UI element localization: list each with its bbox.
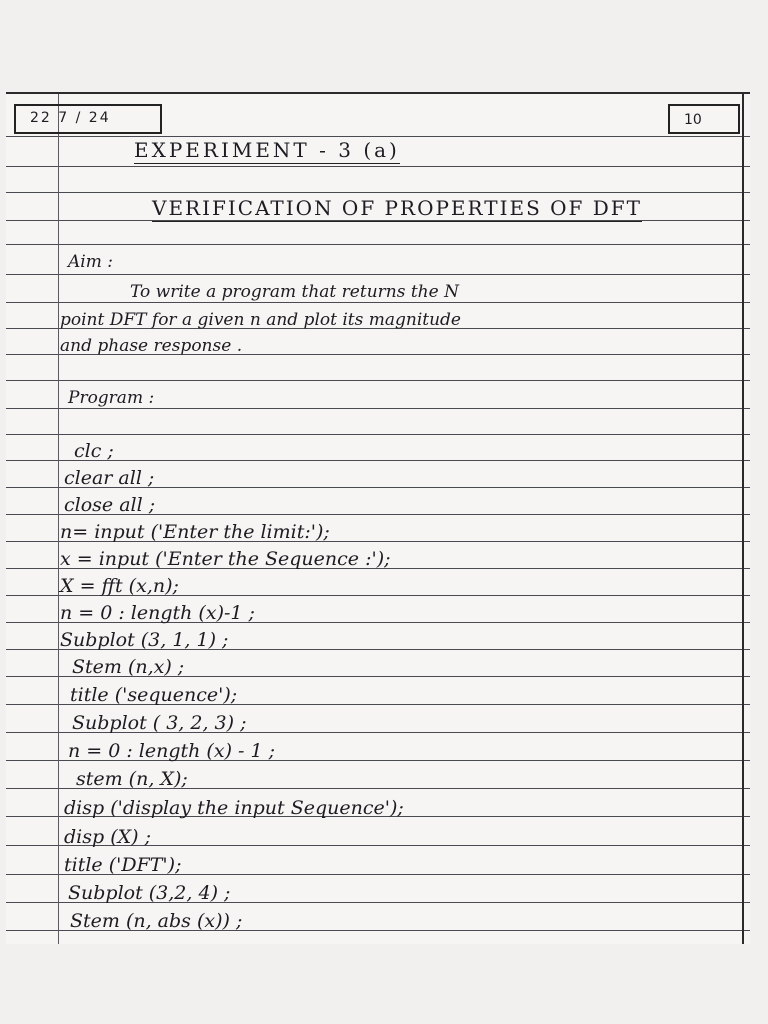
date-text: 22 7 / 24	[30, 110, 111, 126]
code-line: title ('DFT');	[64, 854, 182, 876]
code-line: disp (X) ;	[64, 826, 151, 848]
ruled-line	[6, 274, 750, 275]
ruled-line	[6, 460, 750, 461]
ruled-line	[6, 434, 750, 435]
aim-line: and phase response .	[60, 336, 243, 356]
code-line: Stem (n,x) ;	[72, 656, 185, 678]
code-line: stem (n, X);	[76, 768, 188, 790]
code-line: n = 0 : length (x) - 1 ;	[68, 740, 276, 762]
page-heading: VERIFICATION OF PROPERTIES OF DFT	[152, 196, 643, 220]
ruled-line	[6, 244, 750, 245]
code-line: Subplot ( 3, 2, 3) ;	[72, 712, 247, 734]
code-line: close all ;	[64, 494, 156, 516]
code-line: disp ('display the input Sequence');	[64, 797, 404, 819]
aim-line: To write a program that returns the N	[130, 282, 459, 302]
date-box	[14, 104, 162, 134]
page-number: 10	[684, 112, 702, 128]
code-line: Subplot (3,2, 4) ;	[68, 882, 231, 904]
code-line: n= input ('Enter the limit:');	[60, 521, 330, 543]
page-edge	[742, 94, 744, 944]
ruled-line	[6, 408, 750, 409]
code-line: clc ;	[74, 440, 114, 462]
ruled-line	[6, 166, 750, 167]
code-line: clear all ;	[64, 467, 155, 489]
aim-line: point DFT for a given n and plot its magnitude	[60, 310, 461, 330]
page-number-box	[668, 104, 740, 134]
ruled-line	[6, 192, 750, 193]
ruled-line	[6, 136, 750, 137]
ruled-line	[6, 380, 750, 381]
code-line: X = fft (x,n);	[60, 575, 179, 597]
margin-line	[58, 94, 59, 944]
code-line: x = input ('Enter the Sequence :');	[60, 548, 391, 570]
experiment-title: EXPERIMENT - 3 (a)	[134, 138, 400, 162]
code-line: Stem (n, abs (x)) ;	[70, 910, 243, 932]
code-line: title ('sequence');	[70, 684, 238, 706]
notebook-page	[6, 92, 750, 944]
aim-label: Aim :	[68, 252, 113, 272]
ruled-line	[6, 302, 750, 303]
code-line: Subplot (3, 1, 1) ;	[60, 629, 229, 651]
program-label: Program :	[68, 388, 155, 408]
code-line: n = 0 : length (x)-1 ;	[60, 602, 255, 624]
